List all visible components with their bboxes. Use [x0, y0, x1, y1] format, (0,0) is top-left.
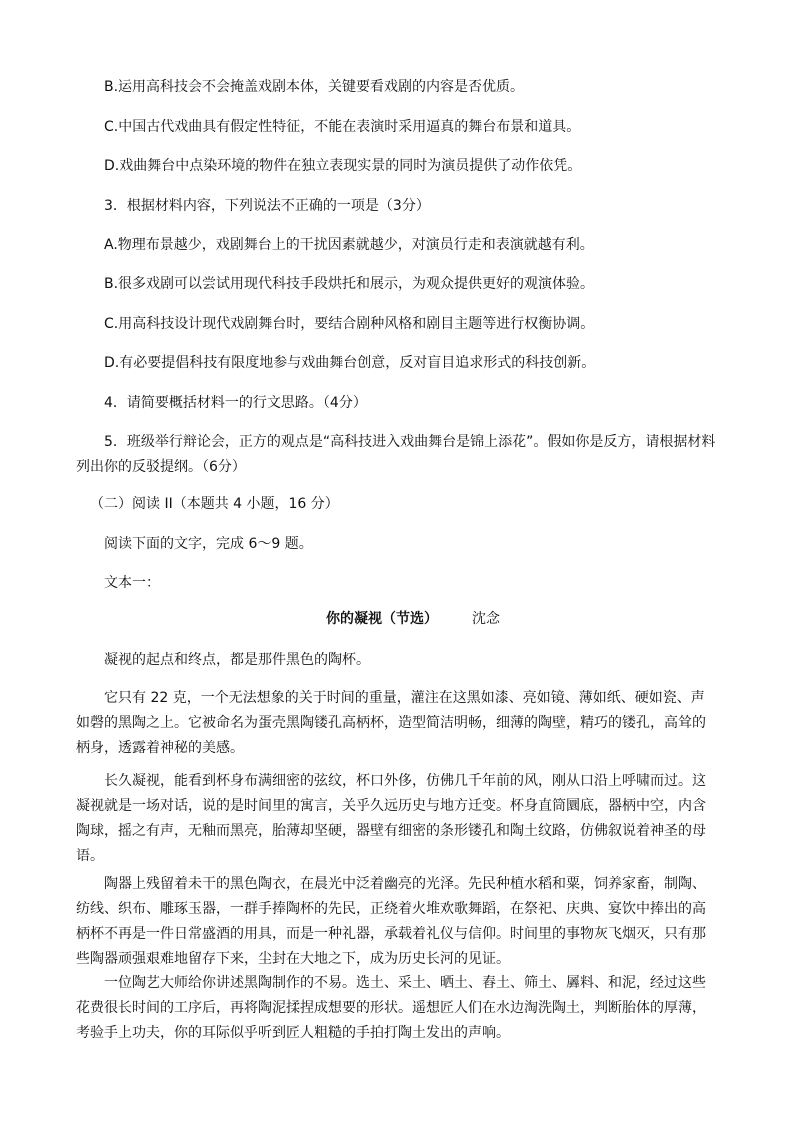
article-paragraph-1: 凝视的起点和终点，都是那件黑色的陶杯。 [104, 652, 370, 668]
article-paragraph-2: 它只有 22 克，一个无法想象的关于时间的重量，灌注在这黑如漆、亮如镜、薄如纸、硬如瓷、声如磬的黑陶之上。它被命名为蛋壳黑陶镂孔高柄杯，造型简洁明畅，细薄的陶壁，精巧的镂孔，高耸的柄身，透露着神秘的美感。 [76, 690, 706, 756]
reading-instruction: 阅读下面的文字，完成 6～9 题。 [104, 536, 313, 552]
article-paragraph-3: 长久凝视，能看到杯身布满细密的弦纹，杯口外侈，仿佛几千年前的风，刚从口沿上呼啸而过。这凝视就是一场对话，说的是时间里的寓言，关乎久远历史与地方迁变。杯身直筒圜底，器柄中空，内含陶球，摇之有声，无釉而黑亮，胎薄却坚硬，器壁有细密的条形镂孔和陶土纹路，仿佛叙说着神圣的母语。 [76, 773, 706, 864]
article-author: 沈念 [472, 611, 500, 627]
article-paragraph-5: 一位陶艺大师给你讲述黑陶制作的不易。选土、采土、晒土、舂土、筛土、羼料、和泥，经过这些花费很长时间的工序后，再将陶泥揉捏成想要的形状。遥想匠人们在水边淘洗陶土，判断胎体的厚薄，考验手上功夫，你的耳际似乎听到匠人粗糙的手拍打陶土发出的声响。 [76, 975, 706, 1041]
q2-option-d: D.戏曲舞台中点染环境的物件在独立表现实景的同时为演员提供了动作依凭。 [104, 158, 582, 174]
article-paragraph-4: 陶器上残留着未干的黑色陶衣，在晨光中泛着幽亮的光泽。先民种植水稻和粟，饲养家畜，制陶、纺线、织布、雕琢玉器，一群手捧陶杯的先民，正绕着火堆欢歌舞蹈，在祭祀、庆典、宴饮中捧出的高柄杯不再是一件日常盛酒的用具，而是一种礼器，承载着礼仪与信仰。时间里的事物灰飞烟灭，只有那些陶器顽强艰难地留存下来，尘封在大地之下，成为历史长河的见证。 [76, 876, 706, 967]
q3-option-c: C.用高科技设计现代戏剧舞台时，要结合剧种风格和剧目主题等进行权衡协调。 [104, 316, 595, 332]
section-heading: （二）阅读 II（本题共 4 小题，16 分） [90, 496, 339, 512]
q2-option-b: B.运用高科技会不会掩盖戏剧本体，关键要看戏剧的内容是否优质。 [104, 79, 525, 95]
question-3: 3．根据材料内容，下列说法不正确的一项是（3分） [104, 198, 430, 214]
text-one-label: 文本一： [104, 575, 160, 591]
question-4: 4．请简要概括材料一的行文思路。（4分） [104, 395, 367, 411]
q3-option-d: D.有必要提倡科技有限度地参与戏曲舞台创意，反对盲目追求形式的科技创新。 [104, 355, 596, 371]
q3-option-b: B.很多戏剧可以尝试用现代科技手段烘托和展示，为观众提供更好的观演体验。 [104, 276, 595, 292]
question-5: 5．班级举行辩论会，正方的观点是“高科技进入戏曲舞台是锦上添花”。假如你是反方，请根据材料列出你的反驳提纲。（6分） [76, 434, 716, 475]
q3-option-a: A.物理布景越少，戏剧舞台上的干扰因素就越少，对演员行走和表演就越有利。 [104, 237, 594, 253]
article-title: 你的凝视（节选） [326, 611, 438, 627]
q2-option-c: C.中国古代戏曲具有假定性特征，不能在表演时采用逼真的舞台布景和道具。 [104, 119, 581, 135]
